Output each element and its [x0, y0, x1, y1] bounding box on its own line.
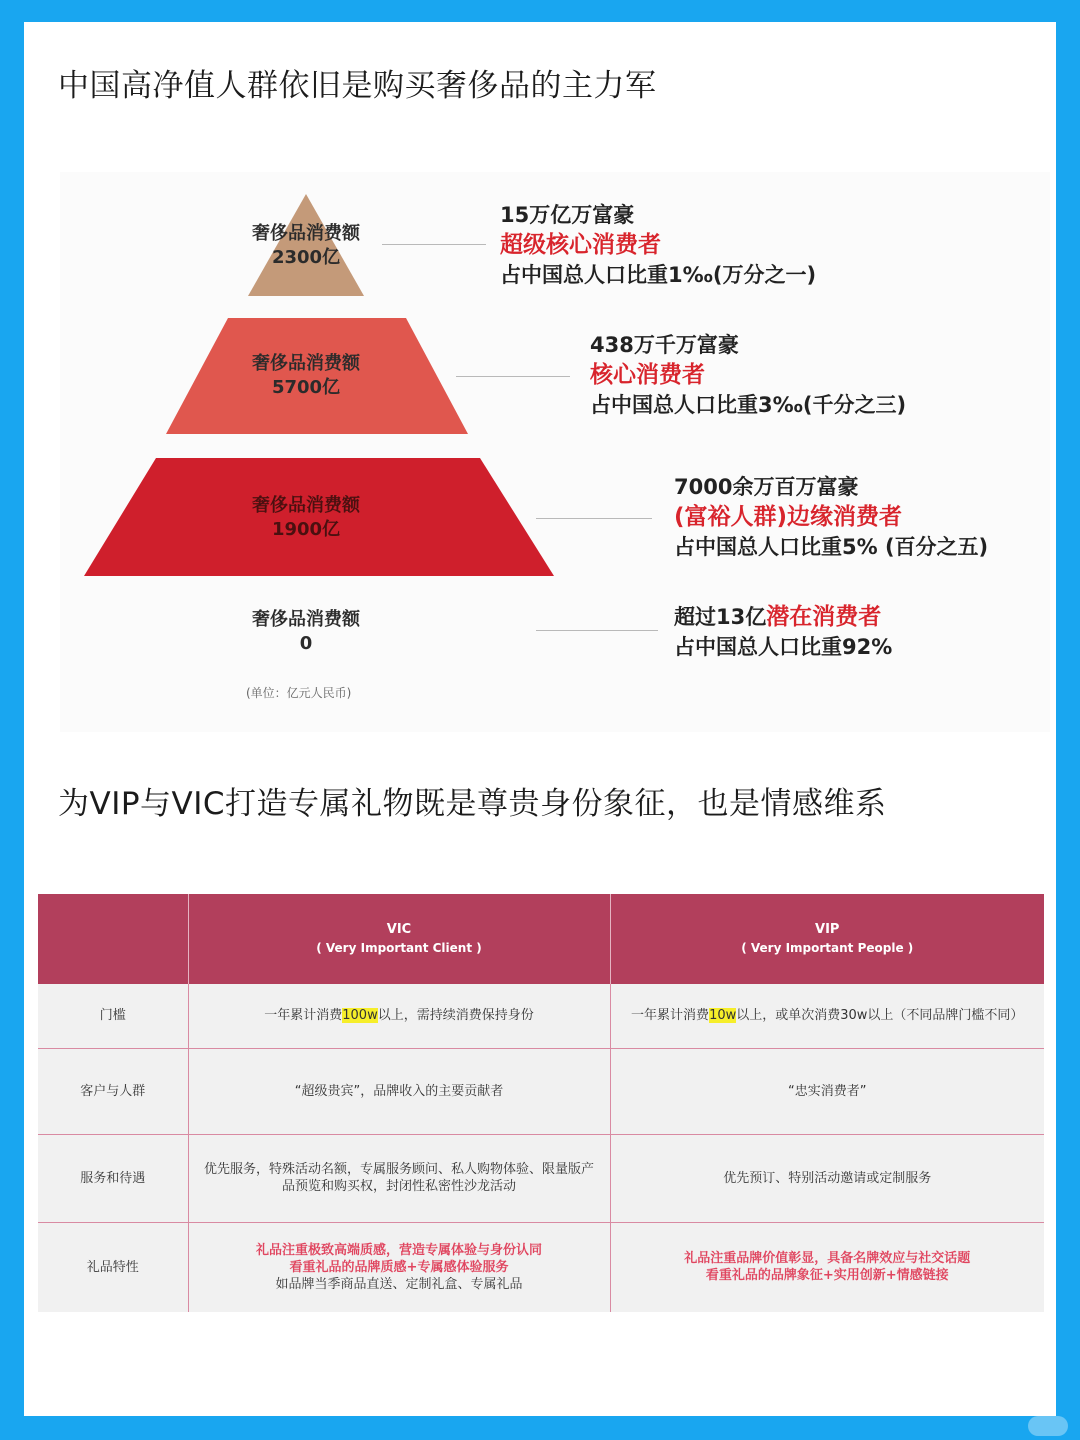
watermark-badge: [1028, 1416, 1068, 1436]
table-row: [38, 1222, 1044, 1312]
tier-1-description: [500, 200, 816, 290]
table-row: [38, 1048, 1044, 1134]
table-row: [38, 1134, 1044, 1222]
header-vip: [610, 894, 1044, 984]
row-label: 礼品特性: [38, 1222, 188, 1312]
header-vip-sub: ( Very Important People ): [741, 941, 914, 955]
tier-4-label: 奢侈品消费额: [252, 609, 360, 630]
tier-1-value: 2300亿: [271, 247, 341, 268]
cell-vic-gift: [188, 1222, 610, 1312]
tier-4-line1-pre: 超过13亿: [674, 605, 767, 629]
cell-vic-audience: “超级贵宾”，品牌收入的主要贡献者: [188, 1048, 610, 1134]
tier-4-description: [674, 602, 892, 662]
tier-2-label: 奢侈品消费额: [252, 353, 360, 374]
cell-text: 以上，需持续消费保持身份: [377, 1008, 534, 1024]
header-vip-title: VIP: [815, 922, 840, 937]
leader-line-1: [382, 244, 486, 245]
tier-2-line3: 占中国总人口比重3‰(千分之三): [590, 393, 907, 417]
tier-2-description: [590, 330, 906, 420]
tier-1-line1: 15万亿万富豪: [500, 203, 635, 227]
cell-vic-threshold: [188, 984, 610, 1048]
vip-vic-table: [38, 894, 1044, 1312]
gift-highlight-line: 礼品注重品牌价值彰显，具备名牌效应与社交话题: [684, 1251, 971, 1267]
section-heading-1: 中国高净值人群依旧是购买奢侈品的主力军: [58, 68, 657, 104]
tier-2-value: 5700亿: [271, 377, 341, 398]
header-corner: [38, 894, 188, 984]
tier-2-line2: 核心消费者: [590, 362, 705, 388]
tier-3-line2: (富裕人群)边缘消费者: [674, 504, 903, 530]
pyramid-figure: [60, 172, 1050, 732]
tier-3-label: 奢侈品消费额: [252, 495, 360, 516]
content-panel: [24, 22, 1056, 1416]
gift-highlight-line: 看重礼品的品牌质感+专属感体验服务: [289, 1259, 509, 1275]
tier-1-amount: [216, 222, 396, 270]
tier-3-description: [674, 472, 988, 562]
header-vic: [188, 894, 610, 984]
cell-vic-service: 优先服务，特殊活动名额，专属服务顾问、私人购物体验、限量版产品预览和购买权，封闭性私密性沙龙活动: [188, 1134, 610, 1222]
tier-4-line3: 占中国总人口比重92%: [674, 635, 893, 659]
unit-note: (单位：亿元人民币): [246, 686, 352, 700]
tier-4-amount: [216, 608, 396, 656]
highlighted-value: 10w: [709, 1008, 737, 1024]
header-vic-title: VIC: [386, 922, 412, 937]
row-label: 门槛: [38, 984, 188, 1048]
tier-3-line1: 7000余万百万富豪: [674, 475, 859, 499]
tier-3-value: 1900亿: [271, 519, 341, 540]
tier-3-amount: [216, 494, 396, 542]
cell-text: 一年累计消费: [631, 1008, 710, 1024]
tier-4-line1: [674, 602, 892, 632]
table-row: [38, 984, 1044, 1048]
gift-highlight-line: 礼品注重极致高端质感，营造专属体验与身份认同: [255, 1242, 542, 1258]
tier-1-line3: 占中国总人口比重1‰(万分之一): [500, 263, 817, 287]
section-heading-2: 为VIP与VIC打造专属礼物既是尊贵身份象征，也是情感维系: [58, 786, 887, 822]
cell-vip-gift: [610, 1222, 1044, 1312]
leader-line-4: [536, 630, 658, 631]
leader-line-2: [456, 376, 570, 377]
tier-4-line1-red: 潜在消费者: [766, 604, 882, 630]
highlighted-value: 100w: [342, 1008, 378, 1024]
header-vic-sub: ( Very Important Client ): [316, 941, 482, 955]
cell-vip-service: 优先预订、特别活动邀请或定制服务: [610, 1134, 1044, 1222]
tier-3-line3: 占中国总人口比重5% (百分之五): [674, 535, 989, 559]
row-label: 服务和待遇: [38, 1134, 188, 1222]
row-label: 客户与人群: [38, 1048, 188, 1134]
cell-vip-threshold: [610, 984, 1044, 1048]
cell-vip-audience: “忠实消费者”: [610, 1048, 1044, 1134]
leader-line-3: [536, 518, 652, 519]
tier-4-value: 0: [299, 633, 313, 654]
gift-example-line: 如品牌当季商品直送、定制礼盒、专属礼品: [275, 1276, 523, 1292]
table-header-row: [38, 894, 1044, 984]
tier-1-line2: 超级核心消费者: [500, 232, 661, 258]
cell-text: 一年累计消费: [264, 1008, 343, 1024]
gift-highlight-line: 看重礼品的品牌象征+实用创新+情感链接: [705, 1268, 949, 1284]
tier-2-amount: [216, 352, 396, 400]
tier-1-label: 奢侈品消费额: [252, 223, 360, 244]
tier-2-line1: 438万千万富豪: [590, 333, 739, 357]
cell-text: 以上，或单次消费30w以上（不同品牌门槛不同）: [736, 1008, 1024, 1024]
